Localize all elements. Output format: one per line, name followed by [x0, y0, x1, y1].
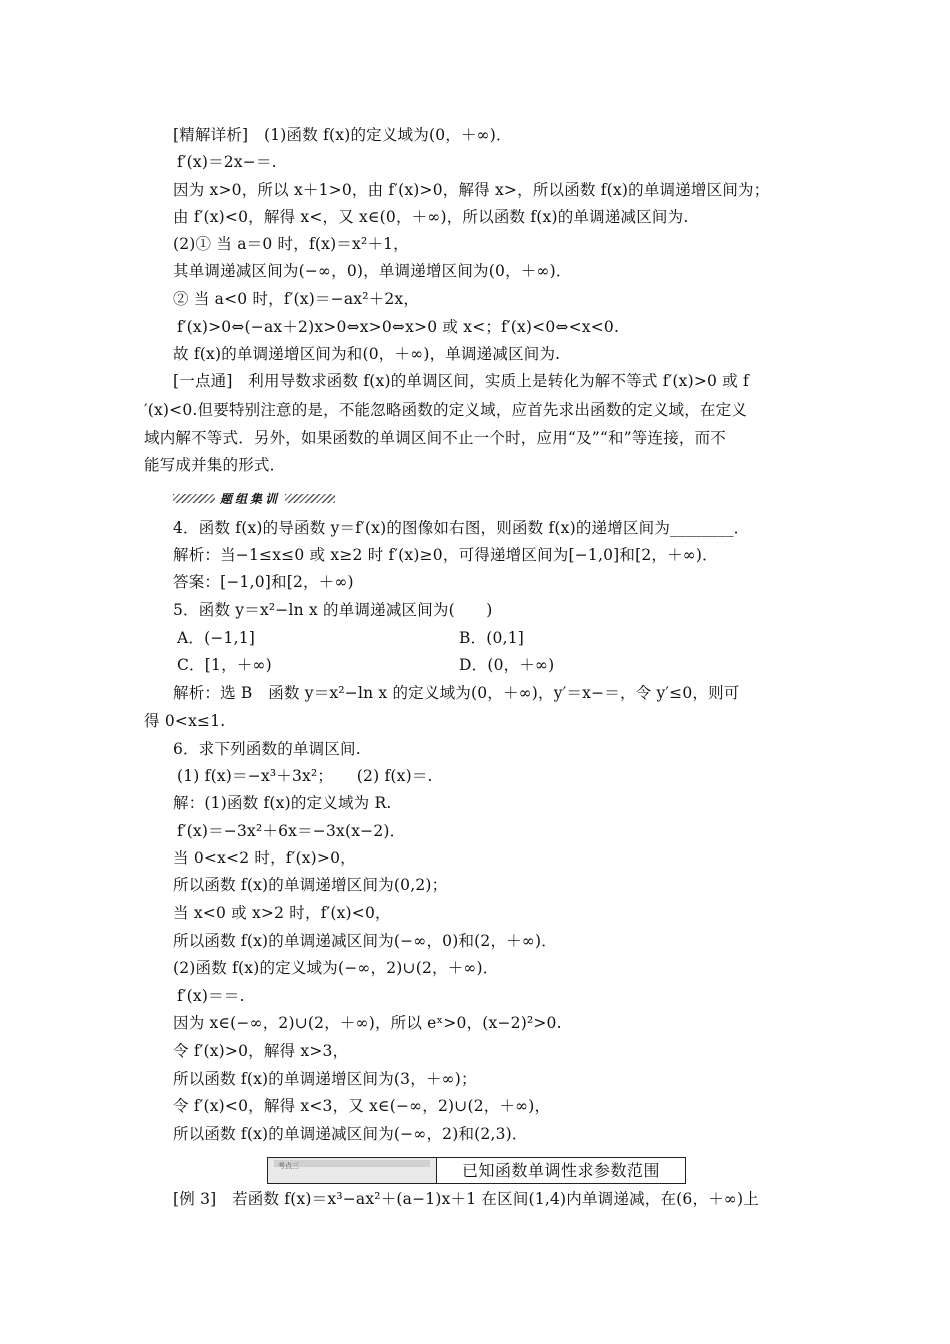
- text-line: 当 x<0 或 x>2 时，f′(x)<0，: [173, 904, 391, 922]
- text-line: ′(x)<0.但要特别注意的是，不能忽略函数的定义域，应首先求出函数的定义域，在定义: [144, 401, 748, 419]
- text-line: 因为 x∈(−∞，2)∪(2，＋∞)，所以 eˣ>0，(x−2)²>0.: [173, 1014, 562, 1032]
- hatch-decoration: [173, 494, 215, 503]
- section-title: 已知函数单调性求参数范围: [461, 1161, 660, 1180]
- text-line: [精解详析] (1)函数 f(x)的定义域为(0，＋∞)．: [173, 126, 512, 144]
- question-4: 4．函数 f(x)的导函数 y＝f′(x)的图像如右图，则函数 f(x)的递增区间为________．: [173, 519, 750, 537]
- text-line: 得 0<x≤1.: [144, 712, 226, 730]
- text-line: ② 当 a<0 时，f′(x)＝−ax²＋2x，: [173, 290, 420, 308]
- option-b: B．(0,1]: [459, 629, 525, 647]
- text-line: 解析：当−1≤x≤0 或 x≥2 时 f′(x)≥0，可得递增区间为[−1,0]和[2，＋∞)．: [173, 546, 718, 564]
- option-d: D．(0，＋∞): [459, 656, 555, 674]
- text-line: 所以函数 f(x)的单调递增区间为(3，＋∞)；: [173, 1070, 477, 1088]
- text-line: 其单调递减区间为(−∞，0)，单调递增区间为(0，＋∞)．: [173, 262, 572, 280]
- text-line: (2)① 当 a＝0 时，f(x)＝x²＋1，: [173, 235, 409, 253]
- divider-label: 题组集训: [220, 491, 281, 506]
- text-line: (1) f(x)＝−x³＋3x²； (2) f(x)＝.: [177, 767, 433, 785]
- text-line: 当 0<x<2 时，f′(x)>0，: [173, 849, 356, 867]
- text-line: 解：(1)函数 f(x)的定义域为 R.: [173, 794, 392, 812]
- text-line: 能写成并集的形式．: [144, 456, 286, 474]
- option-c: C．[1，＋∞): [177, 656, 272, 674]
- text-line: f′(x)>0⇔(−ax＋2)x>0⇔x>0⇔x>0 或 x<；f′(x)<0⇔<x<0.: [177, 318, 620, 336]
- text-line: 域内解不等式．另外，如果函数的单调区间不止一个时，应用“及”“和”等连接，而不: [144, 429, 726, 447]
- section-divider: [173, 491, 335, 505]
- example-3: [例 3] 若函数 f(x)＝x³−ax²＋(a−1)x＋1 在区间(1,4)内单调递减，在(6，＋∞)上: [173, 1190, 759, 1208]
- section-tag-label: 考点三: [278, 1162, 299, 1170]
- hatch-decoration: [285, 494, 335, 503]
- text-line: 由 f′(x)<0，解得 x<，又 x∈(0，＋∞)，所以函数 f(x)的单调递减区间为.: [173, 208, 689, 226]
- question-6: 6．求下列函数的单调区间.: [173, 740, 361, 758]
- text-line: 解析：选 B 函数 y＝x²−ln x 的定义域为(0，＋∞)，y′＝x−＝，令 y′≤0，则可: [173, 684, 740, 702]
- section-heading-box: [267, 1157, 686, 1184]
- question-5: 5．函数 y＝x²−ln x 的单调递减区间为( ): [173, 601, 493, 619]
- text-line: f′(x)＝2x−＝.: [177, 153, 277, 171]
- text-line: (2)函数 f(x)的定义域为(−∞，2)∪(2，＋∞)．: [173, 959, 499, 977]
- text-line: 因为 x>0，所以 x＋1>0，由 f′(x)>0，解得 x>，所以函数 f(x)的单调递增区间为；: [173, 181, 770, 199]
- text-line: [一点通] 利用导数求函数 f(x)的单调区间，实质上是转化为解不等式 f′(x)>0 或 f: [173, 372, 749, 390]
- text-line: f′(x)＝−3x²＋6x＝−3x(x−2)．: [177, 822, 406, 840]
- answer-line: 答案：[−1,0]和[2，＋∞): [173, 573, 354, 591]
- text-line: 所以函数 f(x)的单调递增区间为(0,2)；: [173, 876, 448, 894]
- text-line: 所以函数 f(x)的单调递减区间为(−∞，0)和(2，＋∞)．: [173, 932, 557, 950]
- text-line: f′(x)＝＝.: [177, 987, 245, 1005]
- option-a: A．(−1,1]: [177, 629, 256, 647]
- text-line: 令 f′(x)>0，解得 x>3，: [173, 1042, 349, 1060]
- text-line: 故 f(x)的单调递增区间为和(0，＋∞)，单调递减区间为.: [173, 345, 561, 363]
- text-line: 所以函数 f(x)的单调递减区间为(−∞，2)和(2,3)．: [173, 1125, 528, 1143]
- text-line: 令 f′(x)<0，解得 x<3，又 x∈(−∞，2)∪(2，＋∞)，: [173, 1097, 551, 1115]
- section-tag: [268, 1158, 437, 1183]
